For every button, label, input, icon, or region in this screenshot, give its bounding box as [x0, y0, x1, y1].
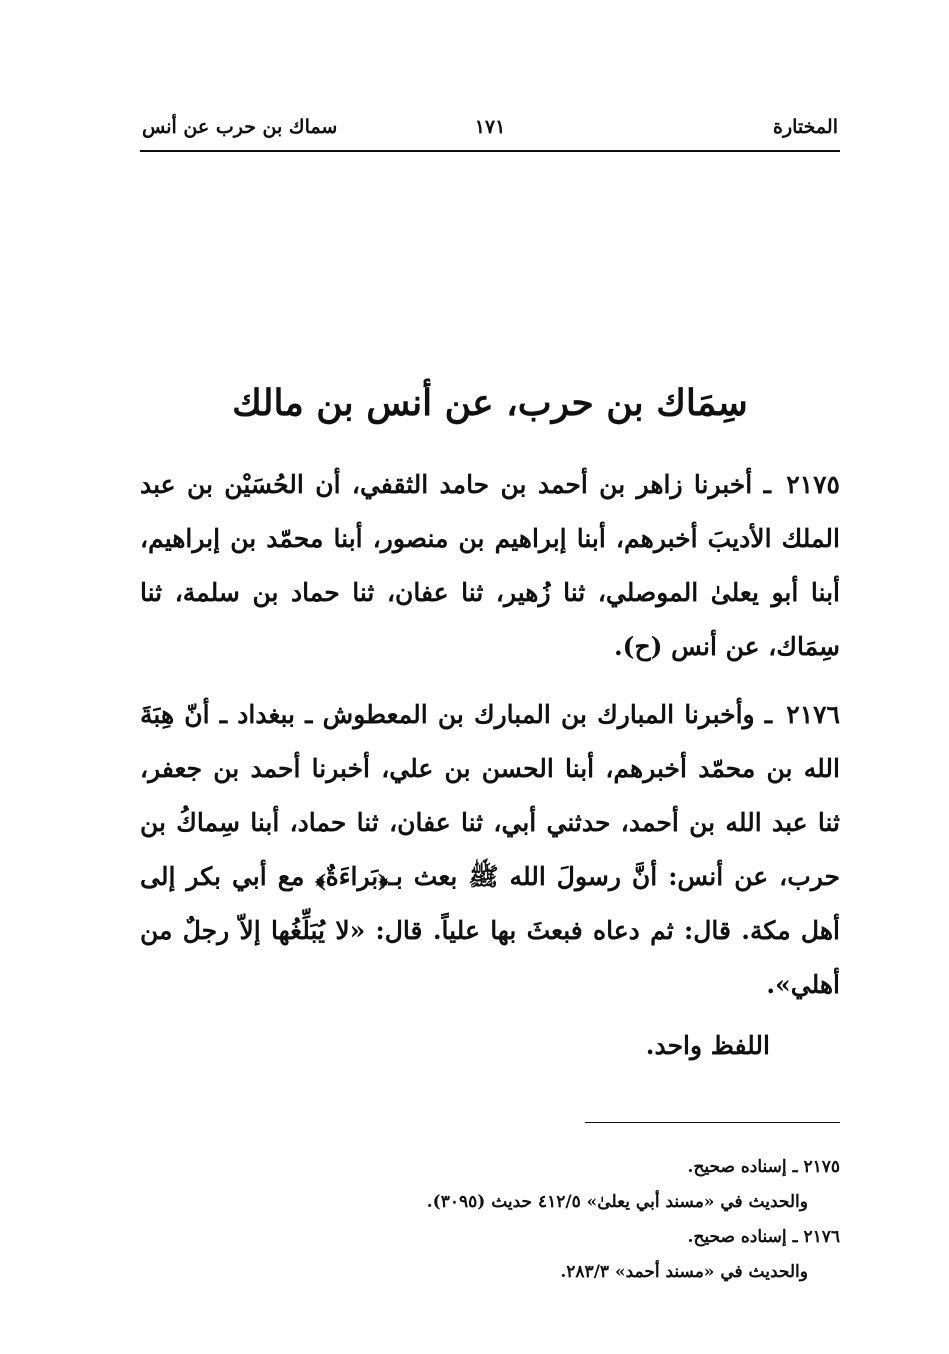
- main-text: [140, 458, 840, 1066]
- hadith-text: أخبرنا زاهر بن أحمد بن حامد الثقفي، أن الحُسَيْن بن عبد الملك الأديبَ أخبرهم، أبنا إبراهيم بن منصور، أبنا محمّد بن إبراهيم، أبنا أبو يعلىٰ الموصلي، ثنا زُهير، ثنا عفان، ثنا حماد بن سلمة، ثنا سِمَاك، عن أنس (ح).: [140, 470, 840, 661]
- footnote-source: والحديث في «مسند أحمد» ٢٨٣/٣.: [560, 1262, 808, 1282]
- footnote-grade: إسناده صحيح.: [687, 1227, 787, 1247]
- header-page-number: ١٧١: [474, 116, 506, 138]
- footnote-number: ٢١٧٦: [803, 1227, 840, 1247]
- hadith-text: وأخبرنا المبارك بن المبارك بن المعطوش ـ ببغداد ـ أنّ هِبَةَ الله بن محمّد أخبرهم، أبنا الحسن بن علي، أخبرنا أحمد بن جعفر، ثنا عبد الله بن أحمد، حدثني أبي، ثنا عفان، ثنا حماد، أبنا سِماكُ بن حرب، عن أنس: أنَّ رسولَ الله ﷺ بعث بـ﴿بَراءَةٌ﴾ مع أبي بكر إلى أهل مكة. قال: ثم دعاه فبعثَ بها علياً. قال: «لا يُبَلِّغُها إلاّ رجلٌ من أهلي».: [140, 700, 840, 999]
- header-section-title: سماك بن حرب عن أنس: [142, 116, 338, 138]
- hadith-separator: ـ: [763, 470, 771, 499]
- footnote-number: ٢١٧٥: [803, 1157, 840, 1177]
- footnote-grade: إسناده صحيح.: [687, 1157, 787, 1177]
- hadith-number: ٢١٧٥: [786, 470, 840, 499]
- footnote-source: والحديث في «مسند أبي يعلىٰ» ٤١٢/٥ حديث (٣٠٩٥).: [426, 1192, 808, 1212]
- footnote-grade-line: [140, 1150, 840, 1185]
- footnote-divider: [585, 1122, 840, 1123]
- header-book-title: المختارة: [773, 116, 838, 138]
- hadith-paragraph: [140, 458, 840, 674]
- closing-note: اللفظ واحد.: [645, 1031, 770, 1060]
- chapter-title: سِمَاك بن حرب، عن أنس بن مالك: [232, 382, 748, 424]
- footnote-grade-line: [140, 1220, 840, 1255]
- hadith-paragraph: [140, 688, 840, 1012]
- footnote-separator: ـ: [792, 1157, 798, 1177]
- footnote-separator: ـ: [792, 1227, 798, 1247]
- hadith-separator: ـ: [764, 700, 773, 729]
- running-header: [140, 110, 840, 152]
- footnotes: [140, 1150, 840, 1290]
- hadith-number: ٢١٧٦: [786, 700, 840, 729]
